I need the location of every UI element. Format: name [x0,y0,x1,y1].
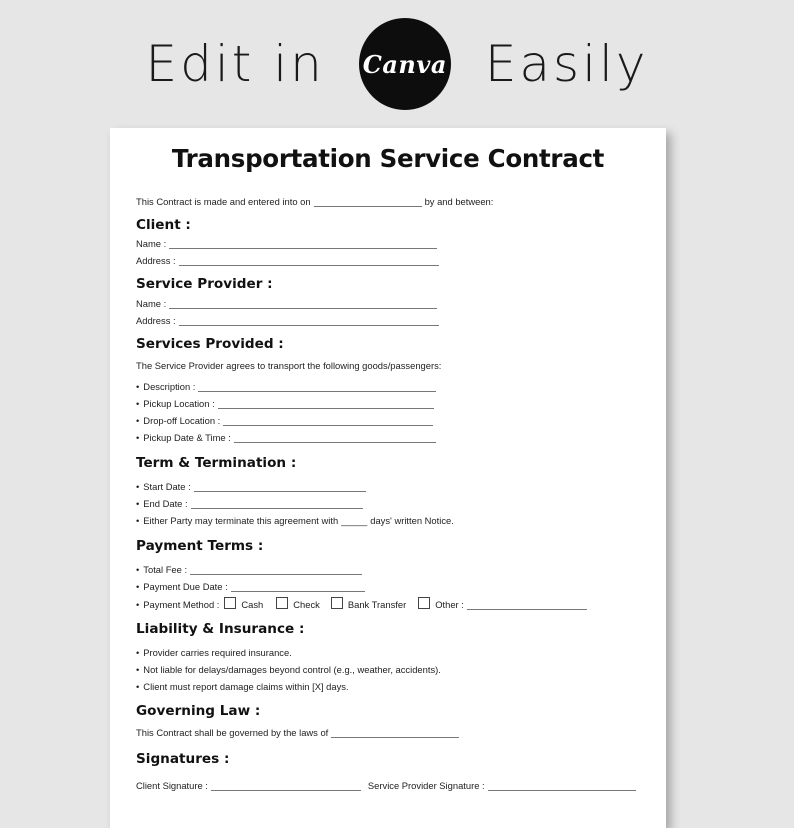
other-checkbox[interactable] [418,597,430,609]
due-date-field[interactable] [231,582,365,592]
liability-item: • Not liable for delays/damages beyond control (e.g., weather, accidents). [136,664,441,675]
client-address-label: Address : [136,255,176,266]
banner-left-text: Edit in [145,35,325,93]
pickup-location-label: Pickup Location : [143,398,215,409]
liability-item: • Client must report damage claims within [X] days. [136,681,349,692]
term-heading: Term & Termination : [136,455,297,471]
provider-signature-field[interactable] [488,781,636,791]
provider-name-row [136,298,437,309]
payment-method-row: • Payment Method : Cash Check Bank Transfer Other : [136,598,587,610]
signature-row [136,780,636,791]
client-name-row [136,238,437,249]
bank-transfer-label: Bank Transfer [347,599,407,610]
term-item: • Start Date : [136,481,366,492]
payment-item: • Total Fee : [136,564,362,575]
contract-date-field[interactable] [314,197,422,207]
due-date-label: Payment Due Date : [143,581,228,592]
client-name-label: Name : [136,238,167,249]
payment-heading: Payment Terms : [136,538,264,554]
liability-item: • Provider carries required insurance. [136,647,292,658]
termination-notice: • Either Party may terminate this agreement with _____ days' written Notice. [136,515,454,526]
cash-label: Cash [241,599,264,610]
client-name-field[interactable] [169,239,437,249]
intro-after: by and between: [424,196,494,207]
description-field[interactable] [198,382,436,392]
pickup-datetime-label: Pickup Date & Time : [143,432,231,443]
canva-logo [359,18,451,110]
start-date-field[interactable] [194,482,366,492]
provider-address-field[interactable] [179,316,439,326]
total-fee-label: Total Fee : [143,564,188,575]
services-item: • Drop-off Location : [136,415,433,426]
total-fee-field[interactable] [190,565,362,575]
term-item: • End Date : [136,498,363,509]
intro-before: This Contract is made and entered into on [136,196,311,207]
services-intro-text: The Service Provider agrees to transport the following goods/passengers: [136,360,442,371]
services-item: • Pickup Location : [136,398,434,409]
document-title: Transportation Service Contract [171,144,605,173]
client-heading: Client : [136,217,191,233]
end-date-label: End Date : [143,498,188,509]
other-label: Other : [435,599,464,610]
law-row [136,727,459,738]
check-checkbox[interactable] [276,597,288,609]
client-signature-field[interactable] [211,781,361,791]
end-date-field[interactable] [191,499,363,509]
provider-address-row [136,315,439,326]
contract-page [110,128,666,828]
provider-signature-label: Service Provider Signature : [367,780,485,791]
intro-line [136,196,493,207]
canva-logo-text: Canva [362,49,447,79]
pickup-datetime-field[interactable] [234,433,436,443]
signatures-heading: Signatures : [136,751,230,767]
banner [0,14,794,114]
notice-days-blank[interactable]: _____ [341,515,368,526]
liability-item-3: Client must report damage claims within [X] days. [143,681,349,692]
client-address-row [136,255,439,266]
dropoff-location-field[interactable] [223,416,433,426]
jurisdiction-field[interactable] [331,728,459,738]
services-item: • Description : [136,381,436,392]
start-date-label: Start Date : [143,481,191,492]
client-signature-label: Client Signature : [136,780,208,791]
provider-name-field[interactable] [169,299,437,309]
services-item: • Pickup Date & Time : [136,432,436,443]
pickup-location-field[interactable] [218,399,434,409]
services-heading: Services Provided : [136,336,284,352]
law-text: This Contract shall be governed by the laws of [136,727,329,738]
payment-method-label: Payment Method : [143,599,220,610]
description-label: Description : [143,381,196,392]
liability-item-1: Provider carries required insurance. [143,647,292,658]
banner-right-text: Easily [484,35,649,93]
check-label: Check [293,599,320,610]
services-intro [136,360,441,371]
other-method-field[interactable] [467,600,587,610]
provider-address-label: Address : [136,315,176,326]
provider-heading: Service Provider : [136,276,273,292]
notice-before: Either Party may terminate this agreement with [143,515,339,526]
dropoff-location-label: Drop-off Location : [143,415,221,426]
liability-item-2: Not liable for delays/damages beyond control (e.g., weather, accidents). [143,664,441,675]
provider-name-label: Name : [136,298,167,309]
client-address-field[interactable] [179,256,439,266]
law-heading: Governing Law : [136,703,261,719]
payment-item: • Payment Due Date : [136,581,365,592]
notice-after: days' written Notice. [370,515,454,526]
cash-checkbox[interactable] [224,597,236,609]
bank-transfer-checkbox[interactable] [331,597,343,609]
liability-heading: Liability & Insurance : [136,621,305,637]
